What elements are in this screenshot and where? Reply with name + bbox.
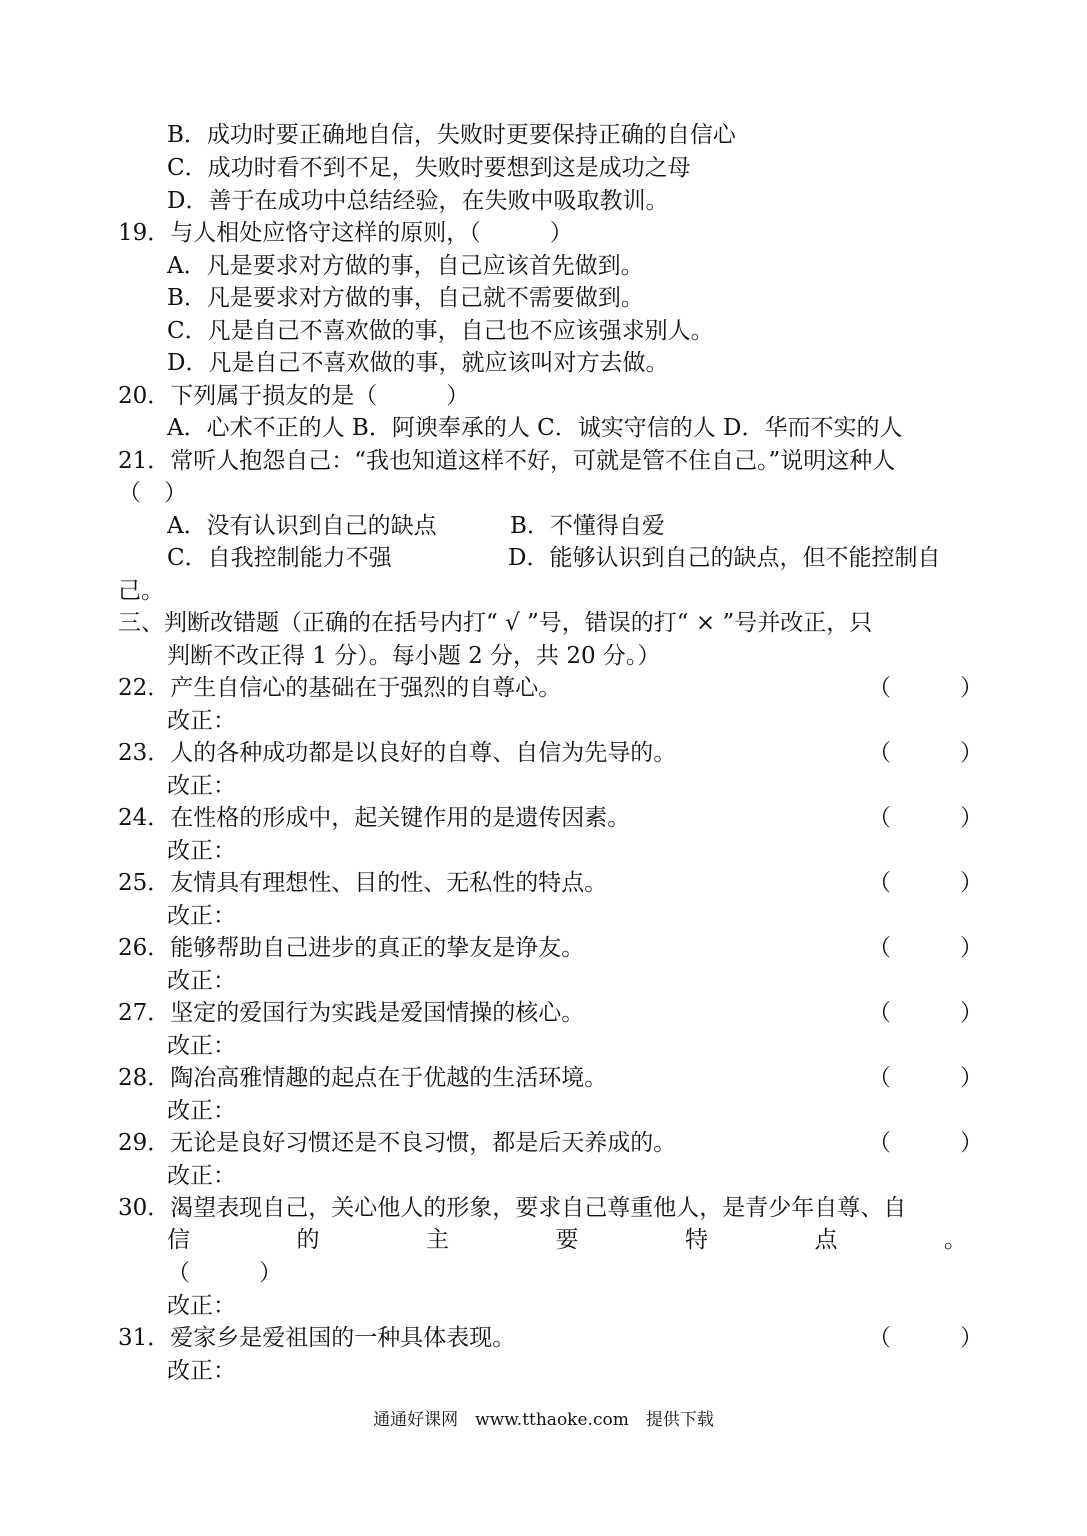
- q31-answer-paren[interactable]: （ ）: [868, 1325, 983, 1351]
- q21-option-b: B．不懂得自爱: [510, 513, 665, 539]
- q23-answer-paren[interactable]: （ ）: [868, 740, 983, 766]
- q21-stem: 21．常听人抱怨自己：“我也知道这样不好，可就是管不住自己。”说明这种人: [118, 448, 896, 474]
- q22-correction-label: 改正：: [167, 708, 236, 734]
- question-number: 22．: [118, 675, 171, 701]
- q29-correction-label: 改正：: [167, 1163, 236, 1189]
- q30-tail-char: 主: [426, 1227, 449, 1253]
- q20-options: A．心术不正的人 B．阿谀奉承的人 C．诚实守信的人 D．华而不实的人: [167, 415, 903, 441]
- q28-statement: [118, 1063, 607, 1093]
- q30-statement-tail: [167, 1225, 967, 1255]
- statement-text: 人的各种成功都是以良好的自尊、自信为先导的。: [170, 740, 677, 766]
- section-3-instructions: 判断不改正得 1 分）。每小题 2 分，共 20 分。）: [167, 643, 661, 669]
- q20-stem: 20．下列属于损友的是（ ）: [118, 383, 470, 409]
- q28-answer-paren[interactable]: （ ）: [868, 1065, 983, 1091]
- q26-statement: [118, 933, 584, 963]
- q30-correction-label: 改正：: [167, 1293, 236, 1319]
- q21-stem-paren: （ ）: [118, 480, 187, 506]
- q21-option-c: C．自我控制能力不强: [167, 545, 392, 571]
- q19-option-b: B．凡是要求对方做的事，自己就不需要做到。: [167, 285, 644, 311]
- q18-option-b: B．成功时要正确地自信，失败时更要保持正确的自信心: [167, 122, 736, 148]
- question-number: 27．: [118, 1000, 171, 1026]
- q24-answer-paren[interactable]: （ ）: [868, 805, 983, 831]
- statement-text: 坚定的爱国行为实践是爱国情操的核心。: [170, 1000, 585, 1026]
- page-footer: 通通好课网 www.tthaoke.com 提供下载: [373, 1410, 714, 1430]
- q21-option-d: D．能够认识到自己的缺点，但不能控制自: [508, 545, 941, 571]
- q29-answer-paren[interactable]: （ ）: [868, 1130, 983, 1156]
- statement-text: 爱家乡是爱祖国的一种具体表现。: [170, 1325, 516, 1351]
- q22-answer-paren[interactable]: （ ）: [868, 675, 983, 701]
- q29-statement: [118, 1128, 676, 1158]
- q18-option-d: D．善于在成功中总结经验，在失败中吸取教训。: [167, 188, 669, 214]
- q30-statement: 30．渴望表现自己，关心他人的形象，要求自己尊重他人，是青少年自尊、自: [118, 1195, 907, 1221]
- question-number: 25．: [118, 870, 171, 896]
- q31-correction-label: 改正：: [167, 1358, 236, 1384]
- q25-answer-paren[interactable]: （ ）: [868, 870, 983, 896]
- question-number: 23．: [118, 740, 171, 766]
- q23-correction-label: 改正：: [167, 773, 236, 799]
- statement-text: 在性格的形成中，起关键作用的是遗传因素。: [170, 805, 631, 831]
- q24-correction-label: 改正：: [167, 838, 236, 864]
- question-number: 24．: [118, 805, 171, 831]
- q24-statement: [118, 803, 630, 833]
- q30-tail-char: 点: [814, 1227, 838, 1253]
- statement-text: 无论是良好习惯还是不良习惯，都是后天养成的。: [170, 1130, 677, 1156]
- q26-answer-paren[interactable]: （ ）: [868, 935, 983, 961]
- q21-option-a: A．没有认识到自己的缺点: [167, 513, 437, 539]
- q25-statement: [118, 868, 607, 898]
- q19-option-a: A．凡是要求对方做的事，自己应该首先做到。: [167, 253, 644, 279]
- q26-correction-label: 改正：: [167, 968, 236, 994]
- q30-tail-char: 要: [555, 1227, 579, 1253]
- q27-answer-paren[interactable]: （ ）: [868, 1000, 983, 1026]
- statement-text: 陶冶高雅情趣的起点在于优越的生活环境。: [170, 1065, 608, 1091]
- q22-statement: [118, 673, 561, 703]
- section-3-heading: 三、判断改错题（正确的在括号内打“ √ ”号，错误的打“ × ”号并改正，只: [118, 610, 873, 636]
- question-number: 29．: [118, 1130, 171, 1156]
- q31-statement: [118, 1323, 515, 1353]
- q30-tail-char: 的: [296, 1227, 320, 1253]
- q30-tail-char: 信: [167, 1227, 190, 1253]
- q28-correction-label: 改正：: [167, 1098, 236, 1124]
- statement-text: 能够帮助自己进步的真正的挚友是诤友。: [170, 935, 585, 961]
- q27-correction-label: 改正：: [167, 1033, 236, 1059]
- question-number: 26．: [118, 935, 171, 961]
- q23-statement: [118, 738, 676, 768]
- statement-text: 友情具有理想性、目的性、无私性的特点。: [170, 870, 608, 896]
- q21-option-d-wrap: 己。: [118, 578, 164, 604]
- q27-statement: [118, 998, 584, 1028]
- q18-option-c: C．成功时看不到不足，失败时要想到这是成功之母: [167, 155, 691, 181]
- question-number: 28．: [118, 1065, 171, 1091]
- q30-answer-paren[interactable]: （ ）: [167, 1260, 282, 1286]
- question-number: 31．: [118, 1325, 171, 1351]
- q30-tail-char: 特: [685, 1227, 708, 1253]
- statement-text: 产生自信心的基础在于强烈的自尊心。: [170, 675, 562, 701]
- q19-stem: 19．与人相处应恪守这样的原则，（ ）: [118, 220, 573, 246]
- q19-option-c: C．凡是自己不喜欢做的事，自己也不应该强求别人。: [167, 318, 714, 344]
- q25-correction-label: 改正：: [167, 903, 236, 929]
- q19-option-d: D．凡是自己不喜欢做的事，就应该叫对方去做。: [167, 350, 669, 376]
- q30-tail-char: 。: [944, 1227, 967, 1253]
